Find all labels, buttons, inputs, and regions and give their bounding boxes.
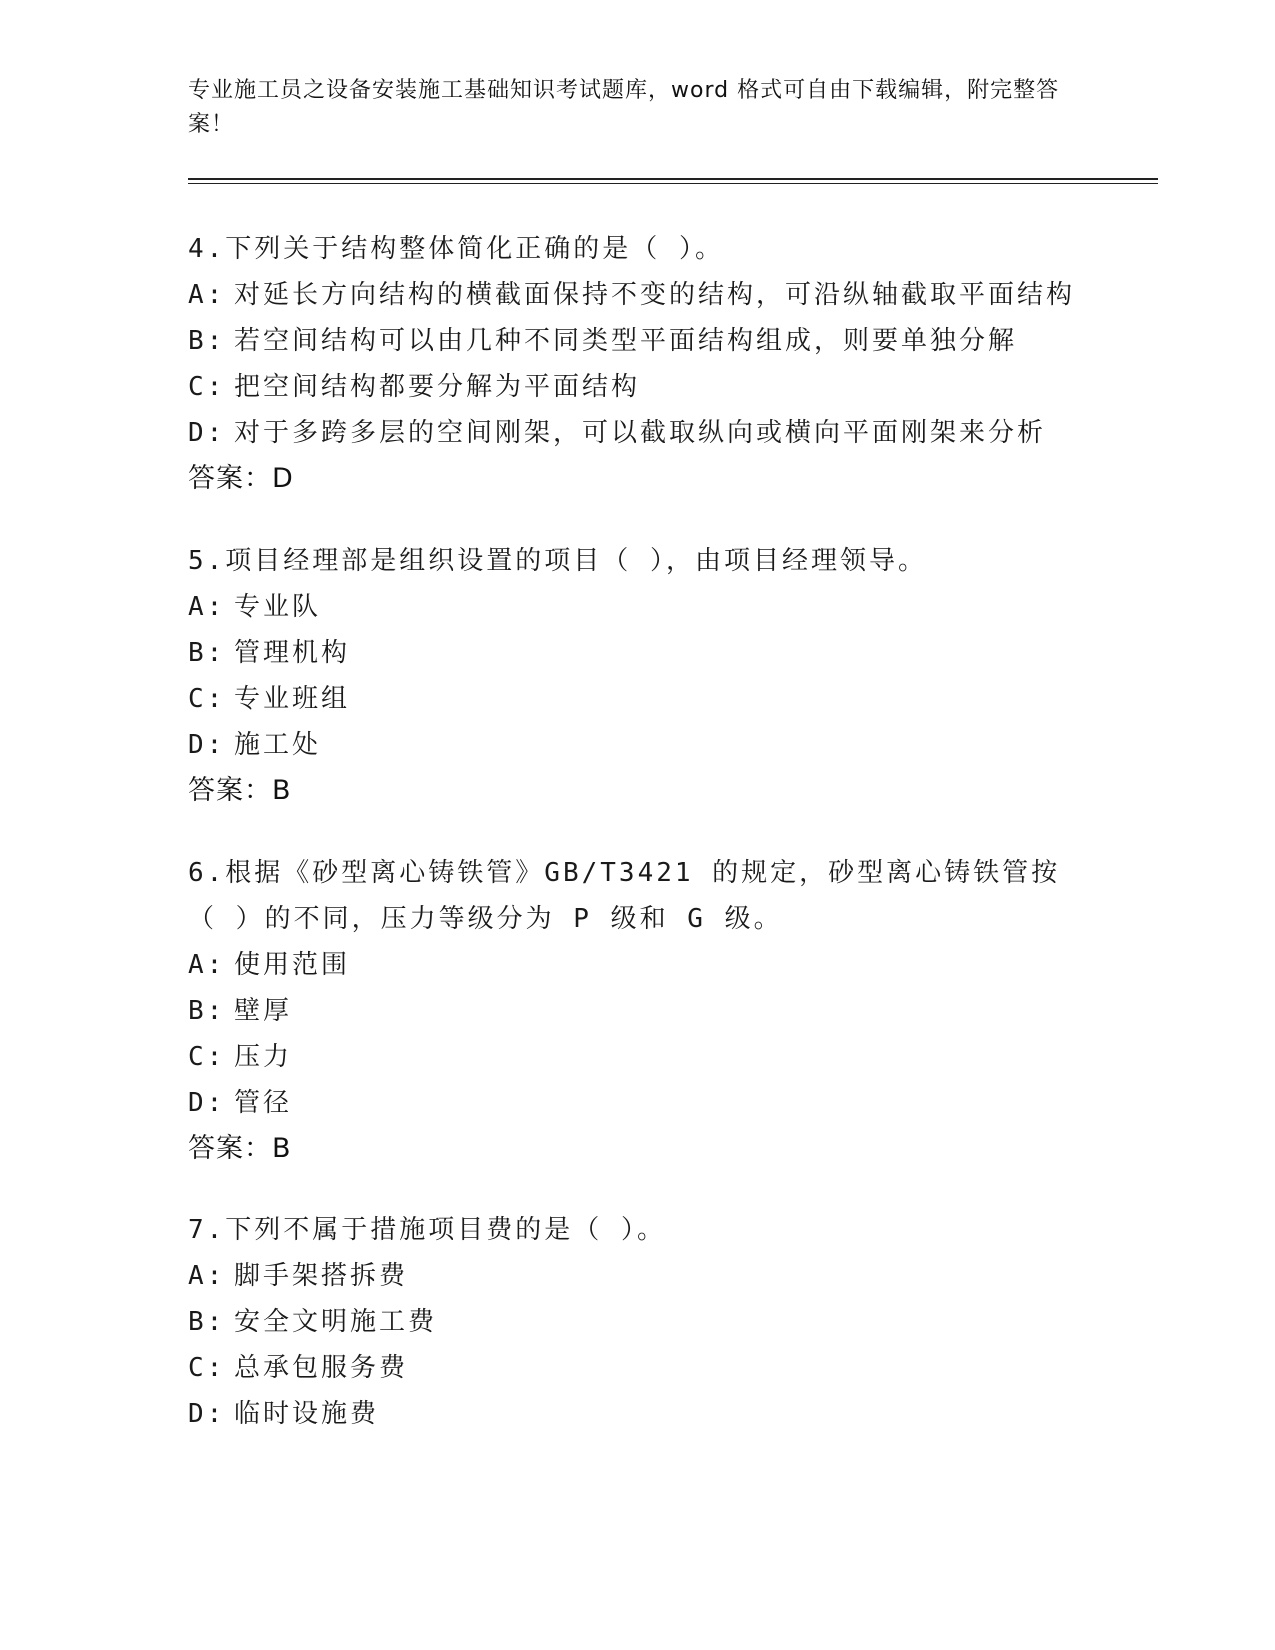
option-a	[188, 1253, 1088, 1299]
question-stem: 7.下列不属于措施项目费的是（ ）。	[188, 1215, 666, 1245]
option-letter: D:	[188, 1088, 226, 1118]
option-text: 管径	[234, 1088, 293, 1118]
option-a	[188, 272, 1088, 318]
option-d	[188, 410, 1088, 456]
option-letter: C:	[188, 1353, 226, 1383]
question-4	[188, 226, 1088, 502]
option-c	[188, 1345, 1088, 1391]
option-text: 临时设施费	[234, 1399, 380, 1429]
option-c	[188, 364, 1088, 410]
option-letter: B:	[188, 996, 226, 1026]
option-text: 壁厚	[234, 996, 293, 1026]
option-letter: A:	[188, 950, 226, 980]
option-letter: B:	[188, 1307, 226, 1337]
option-letter: D:	[188, 1399, 226, 1429]
question-7	[188, 1207, 1088, 1437]
option-text: 安全文明施工费	[234, 1307, 438, 1337]
document-header: 专业施工员之设备安装施工基础知识考试题库，word 格式可自由下载编辑，附完整答案！	[188, 78, 1060, 137]
answer: 答案：B	[188, 775, 292, 806]
option-d	[188, 1391, 1088, 1437]
option-text: 压力	[234, 1042, 293, 1072]
question-6	[188, 850, 1088, 1172]
header-divider	[188, 178, 1158, 184]
option-letter: D:	[188, 418, 226, 448]
option-c	[188, 1034, 1088, 1080]
answer: 答案：B	[188, 1133, 292, 1164]
question-stem: 5.项目经理部是组织设置的项目（ ），由项目经理领导。	[188, 546, 927, 576]
option-text: 若空间结构可以由几种不同类型平面结构组成，则要单独分解	[234, 326, 1018, 356]
option-text: 专业队	[234, 592, 322, 622]
option-b	[188, 630, 1088, 676]
option-text: 专业班组	[234, 684, 351, 714]
option-text: 使用范围	[234, 950, 351, 980]
answer: 答案：D	[188, 463, 294, 494]
option-b	[188, 1299, 1088, 1345]
question-5	[188, 538, 1088, 814]
option-text: 脚手架搭拆费	[234, 1261, 409, 1291]
option-letter: A:	[188, 592, 226, 622]
question-stem: 6.根据《砂型离心铸铁管》GB/T3421 的规定，砂型离心铸铁管按（ ）的不同，压力等级分为 P 级和 G 级。	[188, 858, 1061, 934]
option-d	[188, 1080, 1088, 1126]
option-letter: C:	[188, 372, 226, 402]
option-letter: B:	[188, 638, 226, 668]
option-b	[188, 318, 1088, 364]
option-text: 把空间结构都要分解为平面结构	[234, 372, 641, 402]
option-a	[188, 942, 1088, 988]
option-text: 对延长方向结构的横截面保持不变的结构，可沿纵轴截取平面结构	[234, 280, 1076, 310]
option-text: 管理机构	[234, 638, 351, 668]
option-d	[188, 722, 1088, 768]
option-letter: A:	[188, 1261, 226, 1291]
option-b	[188, 988, 1088, 1034]
option-letter: C:	[188, 1042, 226, 1072]
option-letter: D:	[188, 730, 226, 760]
option-a	[188, 584, 1088, 630]
option-letter: B:	[188, 326, 226, 356]
option-letter: A:	[188, 280, 226, 310]
option-c	[188, 676, 1088, 722]
option-text: 总承包服务费	[234, 1353, 409, 1383]
option-text: 施工处	[234, 730, 322, 760]
option-text: 对于多跨多层的空间刚架，可以截取纵向或横向平面刚架来分析	[234, 418, 1047, 448]
option-letter: C:	[188, 684, 226, 714]
question-stem: 4.下列关于结构整体简化正确的是（ ）。	[188, 234, 724, 264]
